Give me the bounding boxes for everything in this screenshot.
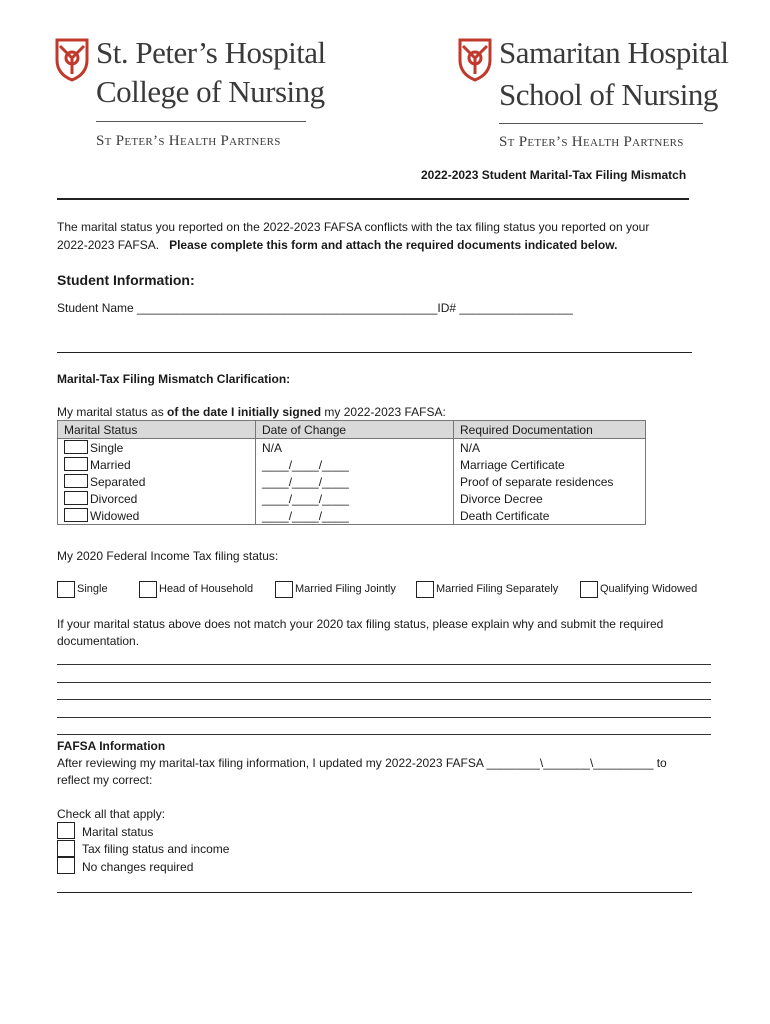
cross-logo-icon xyxy=(458,38,492,82)
status-checkbox[interactable] xyxy=(64,457,88,471)
table-row xyxy=(58,490,646,507)
check-option-label: Marital status xyxy=(82,825,154,839)
fafsa-line1[interactable]: After reviewing my marital-tax filing information, I updated my 2022-2023 FAFSA ________\_______\_________ to xyxy=(57,756,667,770)
marital-status-table xyxy=(57,420,646,525)
status-label: Separated xyxy=(90,475,146,489)
marital-prompt xyxy=(57,405,446,419)
explain-line1: If your marital status above does not match your 2020 tax filing status, please explain why and submit the required xyxy=(57,617,664,631)
status-cell[interactable] xyxy=(58,473,256,490)
status-cell[interactable] xyxy=(58,490,256,507)
form-title: 2022-2023 Student Marital-Tax Filing Mismatch xyxy=(421,168,687,182)
status-checkbox[interactable] xyxy=(64,474,88,488)
cross-logo-icon xyxy=(55,38,89,82)
status-checkbox[interactable] xyxy=(64,508,88,522)
check-option-label: Tax filing status and income xyxy=(82,842,230,856)
explain-line2: documentation. xyxy=(57,634,140,648)
explanation-line[interactable] xyxy=(57,734,711,735)
doc-cell: Divorce Decree xyxy=(454,490,646,507)
status-cell[interactable] xyxy=(58,507,256,525)
explanation-line[interactable] xyxy=(57,682,711,683)
check-option-label: No changes required xyxy=(82,860,194,874)
explanation-line[interactable] xyxy=(57,717,711,718)
doc-cell: N/A xyxy=(454,439,646,457)
table-row xyxy=(58,456,646,473)
tax-married-separately-checkbox[interactable] xyxy=(416,581,434,598)
status-label: Divorced xyxy=(90,492,138,506)
logo-left-line2: College of Nursing xyxy=(96,74,325,109)
tax-option-label: Single xyxy=(77,583,108,595)
status-label: Widowed xyxy=(90,509,140,523)
status-checkbox[interactable] xyxy=(64,440,88,454)
student-name-line[interactable]: Student Name _____________________________________________ID# _________________ xyxy=(57,301,573,315)
clarification-heading: Marital-Tax Filing Mismatch Clarification: xyxy=(57,372,291,386)
logo-left-line1: St. Peter’s Hospital xyxy=(96,35,326,70)
logo-left-sub: St Peter’s Health Partners xyxy=(96,133,281,149)
logo-right-sub: St Peter’s Health Partners xyxy=(499,134,684,150)
check-prompt: Check all that apply: xyxy=(57,807,166,821)
date-cell: N/A xyxy=(256,439,454,457)
explanation-line[interactable] xyxy=(57,664,711,665)
fafsa-heading: FAFSA Information xyxy=(57,739,166,753)
logo-left xyxy=(55,35,326,156)
tax-single-checkbox[interactable] xyxy=(57,581,75,598)
fafsa-line2: reflect my correct: xyxy=(57,773,153,787)
marital-status-checkbox[interactable] xyxy=(57,822,75,839)
signature-rule xyxy=(57,352,692,353)
doc-cell: Marriage Certificate xyxy=(454,456,646,473)
table-row xyxy=(58,439,646,457)
tax-status-prompt: My 2020 Federal Income Tax filing status: xyxy=(57,549,279,563)
col-required-documentation: Required Documentation xyxy=(454,421,646,439)
no-changes-checkbox[interactable] xyxy=(57,857,75,874)
date-cell[interactable]: ____/____/____ xyxy=(256,490,454,507)
tax-filing-status-checkbox[interactable] xyxy=(57,840,75,857)
date-cell[interactable]: ____/____/____ xyxy=(256,456,454,473)
logo-right-line2: School of Nursing xyxy=(499,77,718,112)
tax-option-label: Married Filing Separately xyxy=(436,583,559,595)
logo-right-line1: Samaritan Hospital xyxy=(499,35,729,70)
tax-option-label: Married Filing Jointly xyxy=(295,583,396,595)
doc-cell: Proof of separate residences xyxy=(454,473,646,490)
bottom-rule xyxy=(57,892,692,893)
student-info-heading: Student Information: xyxy=(57,272,195,288)
tax-qualifying-widowed-checkbox[interactable] xyxy=(580,581,598,598)
marital-prompt-a: My marital status as xyxy=(57,405,168,419)
intro-line1: The marital status you reported on the 2022-2023 FAFSA conflicts with the tax filing status you reported on your xyxy=(57,220,650,234)
table-row xyxy=(58,507,646,525)
status-label: Single xyxy=(90,441,124,455)
intro-line2-b: Please complete this form and attach the required documents indicated below. xyxy=(169,238,618,252)
intro-line2 xyxy=(57,238,617,252)
logo-right-rule xyxy=(499,123,703,124)
marital-prompt-b: of the date I initially signed xyxy=(167,405,322,419)
date-cell[interactable]: ____/____/____ xyxy=(256,507,454,525)
title-rule xyxy=(57,198,689,200)
tax-married-jointly-checkbox[interactable] xyxy=(275,581,293,598)
logo-right xyxy=(458,36,728,156)
tax-option-label: Qualifying Widowed xyxy=(600,583,698,595)
status-cell[interactable] xyxy=(58,439,256,457)
marital-prompt-c: my 2022-2023 FAFSA: xyxy=(321,405,446,419)
status-label: Married xyxy=(90,458,131,472)
explanation-line[interactable] xyxy=(57,699,711,700)
col-date-of-change: Date of Change xyxy=(256,421,454,439)
table-header-row xyxy=(58,421,646,439)
status-checkbox[interactable] xyxy=(64,491,88,505)
col-marital-status: Marital Status xyxy=(58,421,256,439)
intro-line2-a: 2022-2023 FAFSA. xyxy=(57,238,160,252)
tax-head-of-household-checkbox[interactable] xyxy=(139,581,157,598)
date-cell[interactable]: ____/____/____ xyxy=(256,473,454,490)
logo-left-rule xyxy=(96,121,306,122)
doc-cell: Death Certificate xyxy=(454,507,646,525)
tax-option-label: Head of Household xyxy=(159,583,254,595)
table-row xyxy=(58,473,646,490)
status-cell[interactable] xyxy=(58,456,256,473)
